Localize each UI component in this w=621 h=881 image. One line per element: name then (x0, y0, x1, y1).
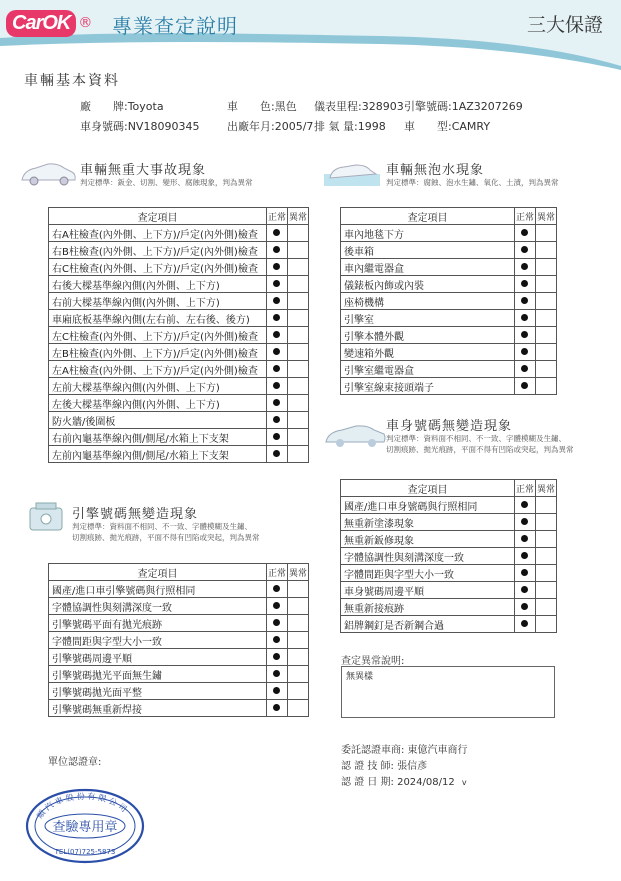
table-row (341, 582, 557, 599)
normal-dot-icon (273, 450, 280, 457)
engine-note-1: 判定標準：資料面不相同、不一致、字體模糊及生鏽、 (72, 522, 252, 531)
col-item-header: 查定項目 (341, 480, 515, 497)
check-item-label: 右C柱檢查(內外側、上下方)/戶定(內外側)檢查 (49, 259, 267, 276)
abnormal-cell (535, 310, 556, 327)
table-row (49, 632, 309, 649)
normal-cell (514, 599, 535, 616)
abnormal-cell (287, 429, 308, 446)
table-row (49, 581, 309, 598)
check-item-label: 右A柱檢查(內外側、上下方)/戶定(內外側)檢查 (49, 225, 267, 242)
normal-dot-icon (521, 314, 528, 321)
abnormal-cell (535, 344, 556, 361)
table-row (49, 666, 309, 683)
abnormal-cell (535, 361, 556, 378)
normal-dot-icon (521, 263, 528, 270)
table-row (49, 615, 309, 632)
normal-cell (514, 616, 535, 633)
normal-dot-icon (521, 229, 528, 236)
check-item-label: 左前內龜基準線內側/側尾/水箱上下支架 (49, 446, 267, 463)
displacement-field: 排 氣 量:1998 (314, 120, 386, 133)
normal-dot-icon (521, 382, 528, 389)
abnormal-cell (535, 259, 556, 276)
table-row (49, 598, 309, 615)
normal-dot-icon (273, 585, 280, 592)
table-row (341, 361, 557, 378)
table-row (49, 412, 309, 429)
col-bad-header: 異常 (535, 208, 556, 225)
engine-icon (26, 500, 68, 536)
abnormal-cell (287, 598, 308, 615)
col-ok-header: 正常 (514, 480, 535, 497)
check-item-label: 右後大樑基準線內側(內外側、上下方) (49, 276, 267, 293)
registered-mark-icon: ® (78, 15, 93, 31)
col-ok-header: 正常 (266, 208, 287, 225)
normal-cell (514, 276, 535, 293)
normal-cell (266, 310, 287, 327)
normal-cell (266, 293, 287, 310)
check-item-label: 車內繼電器盒 (341, 259, 515, 276)
check-item-label: 無重新接痕跡 (341, 599, 515, 616)
normal-dot-icon (273, 331, 280, 338)
abnormal-cell (287, 259, 308, 276)
check-item-label: 儀錶板內飾或內裝 (341, 276, 515, 293)
abnormal-cell (535, 225, 556, 242)
abnormal-cell (535, 378, 556, 395)
normal-dot-icon (273, 263, 280, 270)
abnormal-cell (287, 446, 308, 463)
normal-dot-icon (273, 246, 280, 253)
abnormal-cell (535, 276, 556, 293)
check-item-label: 引擎號碼無重新焊接 (49, 700, 267, 717)
logo-text: CarOK (6, 10, 76, 37)
engine-no-field: 引擎號碼:1AZ3207269 (404, 100, 523, 113)
remarks-label: 查定異常說明: (341, 656, 405, 667)
check-item-label: 左B柱檢查(內外側、上下方)/戶定(內外側)檢查 (49, 344, 267, 361)
check-item-label: 國產/進口車引擎號碼與行照相同 (49, 581, 267, 598)
normal-cell (266, 649, 287, 666)
col-item-header: 查定項目 (49, 564, 267, 581)
normal-dot-icon (273, 416, 280, 423)
carok-logo (6, 6, 92, 40)
abnormal-cell (287, 344, 308, 361)
table-row (49, 242, 309, 259)
table-row (341, 276, 557, 293)
abnormal-cell (287, 327, 308, 344)
check-item-label: 左後大樑基準線內側(內外側、上下方) (49, 395, 267, 412)
check-item-label: 無重新塗漆現象 (341, 514, 515, 531)
check-item-label: 引擎室線束接頭端子 (341, 378, 515, 395)
abnormal-cell (535, 548, 556, 565)
table-row (341, 327, 557, 344)
normal-dot-icon (273, 314, 280, 321)
check-item-label: 無重新鈑修現象 (341, 531, 515, 548)
normal-dot-icon (273, 704, 280, 711)
abnormal-cell (287, 649, 308, 666)
abnormal-cell (535, 497, 556, 514)
table-header-row (49, 564, 309, 581)
normal-cell (266, 412, 287, 429)
normal-cell (514, 378, 535, 395)
check-item-label: 車內地毯下方 (341, 225, 515, 242)
normal-dot-icon (521, 331, 528, 338)
normal-cell (266, 378, 287, 395)
abnormal-cell (535, 327, 556, 344)
car-body-icon (322, 418, 388, 448)
table-row (49, 649, 309, 666)
car-flood-icon (322, 158, 382, 188)
abnormal-cell (287, 293, 308, 310)
normal-dot-icon (521, 365, 528, 372)
check-item-label: 車身號碼周邊平順 (341, 582, 515, 599)
engine-note-2: 切割痕跡、拋光痕跡，平面不得有凹陷或突起，判為異常 (72, 533, 260, 542)
check-item-label: 左C柱檢查(內外側、上下方)/戶定(內外側)檢查 (49, 327, 267, 344)
abnormal-cell (287, 632, 308, 649)
normal-dot-icon (521, 552, 528, 559)
table-row (49, 293, 309, 310)
table-row (49, 683, 309, 700)
date-value: 認 證 日 期: 2024/08/12 (341, 777, 455, 788)
abnormal-cell (287, 242, 308, 259)
normal-cell (266, 615, 287, 632)
normal-cell (266, 395, 287, 412)
normal-cell (266, 327, 287, 344)
abnormal-cell (535, 565, 556, 582)
table-row (49, 429, 309, 446)
header-banner (0, 0, 621, 70)
col-bad-header: 異常 (287, 208, 308, 225)
normal-dot-icon (273, 619, 280, 626)
table-row (341, 599, 557, 616)
abnormal-cell (287, 581, 308, 598)
stamp-tel-text: TEL(07)725-5873 (54, 848, 116, 856)
normal-cell (514, 361, 535, 378)
table-row (341, 514, 557, 531)
vin-title: 車身號碼無變造現象 (386, 419, 513, 434)
normal-dot-icon (273, 653, 280, 660)
stamp-ring-text: 順 汽 車 股 份 有 限 公 司 (35, 791, 129, 821)
remarks-box (341, 666, 555, 718)
table-row (49, 361, 309, 378)
check-item-label: 引擎號碼拋光面平整 (49, 683, 267, 700)
flood-table (340, 207, 557, 395)
table-row (341, 548, 557, 565)
year-field: 出廠年月:2005/7 (227, 120, 314, 133)
normal-dot-icon (521, 586, 528, 593)
normal-cell (266, 242, 287, 259)
abnormal-cell (287, 683, 308, 700)
normal-cell (266, 225, 287, 242)
check-item-label: 座椅機構 (341, 293, 515, 310)
check-item-label: 右前內龜基準線內側/側尾/水箱上下支架 (49, 429, 267, 446)
table-row (49, 344, 309, 361)
normal-dot-icon (273, 229, 280, 236)
check-item-label: 字體協調性與刻溝深度一致 (341, 548, 515, 565)
normal-dot-icon (521, 620, 528, 627)
stamp-main-text: 查驗專用章 (52, 820, 118, 835)
check-item-label: 鋁牌鋼釘是否新鋼合過 (341, 616, 515, 633)
abnormal-cell (535, 582, 556, 599)
check-item-label: 字體間距與字型大小一致 (49, 632, 267, 649)
check-item-label: 右B柱檢查(內外側、上下方)/戶定(內外側)檢查 (49, 242, 267, 259)
normal-cell (514, 327, 535, 344)
vin-note-2: 切割痕跡、拋光痕跡，平面不得有凹陷或突起，判為異常 (386, 445, 574, 454)
normal-dot-icon (521, 535, 528, 542)
abnormal-cell (535, 531, 556, 548)
col-ok-header: 正常 (514, 208, 535, 225)
flood-note: 判定標準：腐蝕、泡水生鏽、氧化、土漬，判為異常 (386, 178, 559, 187)
table-row (341, 531, 557, 548)
table-row (341, 378, 557, 395)
vin-field: 車身號碼:NV18090345 (80, 120, 200, 133)
normal-dot-icon (521, 348, 528, 355)
normal-cell (514, 565, 535, 582)
table-row (49, 378, 309, 395)
color-field: 車 色:黑色 (227, 100, 297, 113)
abnormal-cell (287, 395, 308, 412)
abnormal-cell (287, 276, 308, 293)
table-row (49, 259, 309, 276)
check-item-label: 車廂底板基準線內側(左右前、左右後、後方) (49, 310, 267, 327)
normal-dot-icon (273, 433, 280, 440)
accident-note: 判定標準：鈑金、切割、變形、腐蝕現象，判為異常 (80, 178, 253, 187)
table-row (341, 242, 557, 259)
normal-cell (514, 259, 535, 276)
abnormal-cell (535, 514, 556, 531)
normal-dot-icon (521, 501, 528, 508)
check-item-label: 引擎室繼電器盒 (341, 361, 515, 378)
normal-cell (266, 666, 287, 683)
table-row (49, 395, 309, 412)
table-row (341, 225, 557, 242)
normal-dot-icon (521, 297, 528, 304)
abnormal-cell (535, 599, 556, 616)
table-header-row (341, 208, 557, 225)
abnormal-cell (287, 225, 308, 242)
date-check-mark: v (461, 778, 467, 787)
table-row (49, 225, 309, 242)
abnormal-cell (287, 310, 308, 327)
normal-dot-icon (273, 365, 280, 372)
abnormal-cell (287, 700, 308, 717)
col-ok-header: 正常 (266, 564, 287, 581)
normal-dot-icon (273, 297, 280, 304)
table-row (341, 310, 557, 327)
normal-dot-icon (273, 399, 280, 406)
normal-cell (514, 344, 535, 361)
normal-cell (266, 259, 287, 276)
check-item-label: 引擎號碼平面有拋光痕跡 (49, 615, 267, 632)
accident-title: 車輛無重大事故現象 (80, 163, 207, 178)
normal-cell (514, 310, 535, 327)
normal-cell (514, 225, 535, 242)
seal-label: 單位認證章: (48, 757, 102, 768)
page-subtitle: 三大保證 (526, 14, 603, 36)
normal-cell (514, 242, 535, 259)
vin-table (340, 479, 557, 633)
table-row (49, 276, 309, 293)
engine-title: 引擎號碼無變造現象 (72, 507, 199, 522)
normal-dot-icon (273, 280, 280, 287)
check-item-label: 字體間距與字型大小一致 (341, 565, 515, 582)
abnormal-cell (535, 293, 556, 310)
table-row (341, 565, 557, 582)
model-field: 車 型:CAMRY (404, 120, 491, 133)
normal-dot-icon (521, 603, 528, 610)
normal-cell (266, 429, 287, 446)
table-row (341, 344, 557, 361)
abnormal-cell (287, 361, 308, 378)
table-row (49, 310, 309, 327)
engine-table (48, 563, 309, 717)
check-item-label: 國產/進口車身號碼與行照相同 (341, 497, 515, 514)
table-row (49, 700, 309, 717)
abnormal-cell (287, 615, 308, 632)
table-row (49, 446, 309, 463)
normal-dot-icon (521, 518, 528, 525)
normal-dot-icon (273, 636, 280, 643)
table-row (341, 497, 557, 514)
normal-dot-icon (521, 280, 528, 287)
check-item-label: 後車箱 (341, 242, 515, 259)
basic-info-title: 車輛基本資料 (24, 73, 120, 89)
normal-cell (266, 446, 287, 463)
abnormal-cell (535, 242, 556, 259)
mileage-field: 儀表里程:328903 (314, 100, 404, 113)
table-row (49, 327, 309, 344)
abnormal-cell (535, 616, 556, 633)
accident-table (48, 207, 309, 463)
remarks-value: 無異樣 (346, 672, 374, 682)
normal-dot-icon (273, 382, 280, 389)
check-item-label: 字體協調性與刻溝深度一致 (49, 598, 267, 615)
normal-cell (266, 598, 287, 615)
dealer-field: 委託認證車商: 東億汽車商行 (341, 745, 468, 756)
flood-title: 車輛無泡水現象 (386, 163, 485, 178)
check-item-label: 引擎號碼拋光平面無生鏽 (49, 666, 267, 683)
normal-cell (514, 582, 535, 599)
normal-dot-icon (273, 348, 280, 355)
normal-cell (266, 276, 287, 293)
normal-cell (266, 632, 287, 649)
inspector-field: 認 證 技 師: 張信彥 (341, 761, 428, 772)
col-item-header: 查定項目 (341, 208, 515, 225)
normal-cell (514, 293, 535, 310)
brand-field: 廠 牌:Toyota (80, 100, 164, 113)
normal-cell (514, 531, 535, 548)
normal-dot-icon (273, 602, 280, 609)
check-item-label: 左前大樑基準線內側(內外側、上下方) (49, 378, 267, 395)
date-field (341, 773, 467, 788)
normal-cell (514, 497, 535, 514)
col-item-header: 查定項目 (49, 208, 267, 225)
table-header-row (49, 208, 309, 225)
normal-dot-icon (521, 246, 528, 253)
company-seal-stamp (24, 787, 146, 865)
normal-cell (266, 344, 287, 361)
normal-cell (514, 514, 535, 531)
normal-cell (266, 581, 287, 598)
normal-dot-icon (521, 569, 528, 576)
normal-cell (266, 700, 287, 717)
table-row (341, 259, 557, 276)
table-header-row (341, 480, 557, 497)
normal-cell (266, 361, 287, 378)
check-item-label: 引擎本體外觀 (341, 327, 515, 344)
abnormal-cell (287, 666, 308, 683)
normal-cell (514, 548, 535, 565)
check-item-label: 引擎號碼周邊平順 (49, 649, 267, 666)
col-bad-header: 異常 (535, 480, 556, 497)
col-bad-header: 異常 (287, 564, 308, 581)
car-accident-icon (18, 158, 78, 188)
check-item-label: 防火牆/後圍板 (49, 412, 267, 429)
normal-dot-icon (273, 670, 280, 677)
vin-note-1: 判定標準：資料面不相同、不一致、字體模糊及生鏽、 (386, 434, 566, 443)
abnormal-cell (287, 412, 308, 429)
normal-dot-icon (273, 687, 280, 694)
check-item-label: 右前大樑基準線內側(內外側、上下方) (49, 293, 267, 310)
table-row (341, 616, 557, 633)
table-row (341, 293, 557, 310)
page-title: 專業查定說明 (112, 14, 238, 38)
check-item-label: 引擎室 (341, 310, 515, 327)
check-item-label: 左A柱檢查(內外側、上下方)/戶定(內外側)檢查 (49, 361, 267, 378)
abnormal-cell (287, 378, 308, 395)
normal-cell (266, 683, 287, 700)
check-item-label: 變速箱外觀 (341, 344, 515, 361)
